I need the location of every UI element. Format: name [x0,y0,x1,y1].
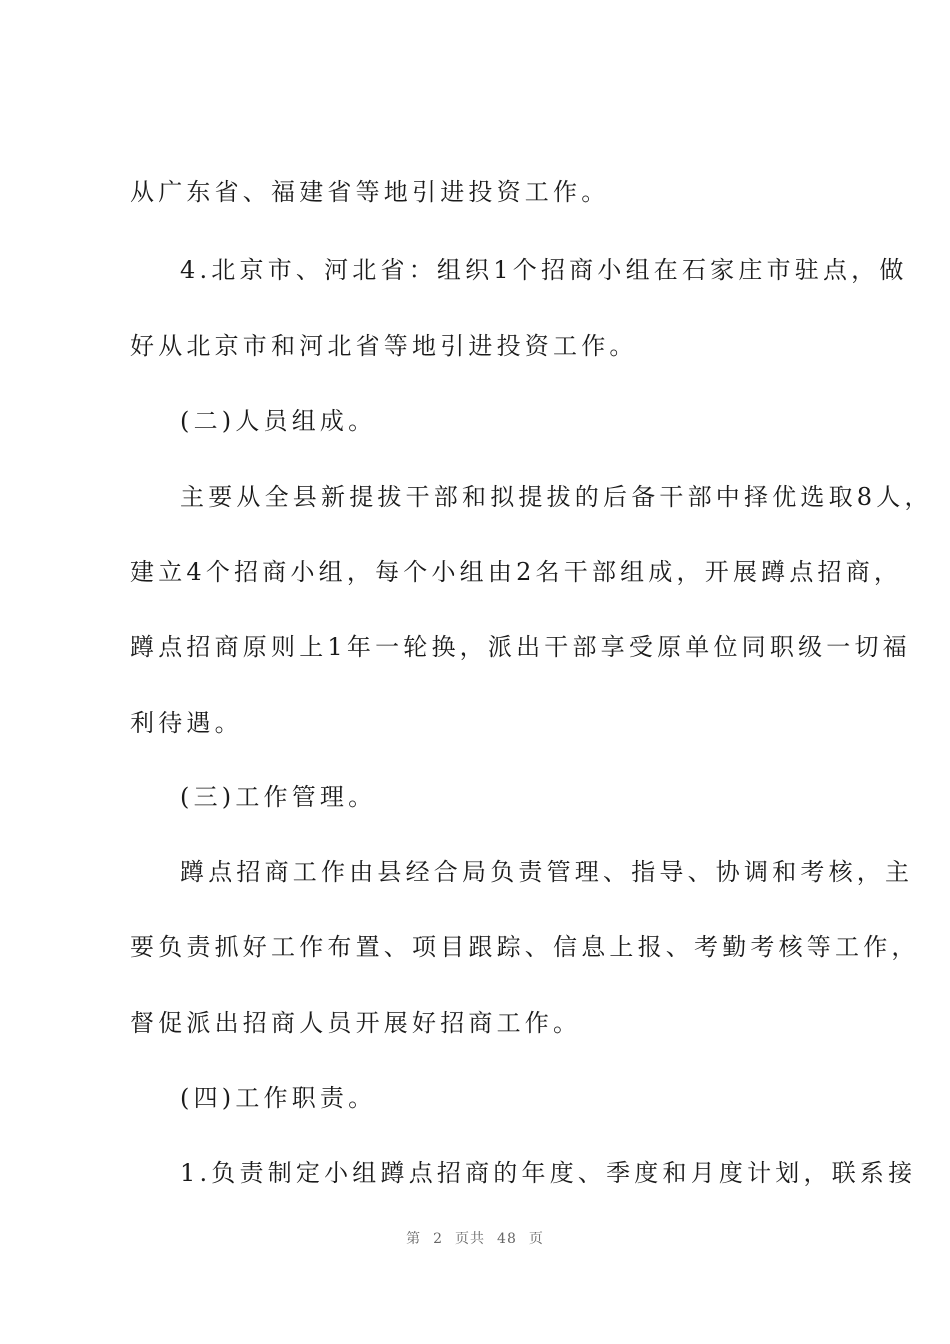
footer-page-number: 2 [433,1231,444,1247]
section-heading: (二)人员组成。 [180,407,377,435]
footer-suffix: 页 [528,1231,544,1247]
text-line: 好从北京市和河北省等地引进投资工作。 [130,332,638,360]
text-line: 4.北京市、河北省：组织1个招商小组在石家庄市驻点，做 [180,256,908,284]
text-line: 从广东省、福建省等地引进投资工作。 [130,178,610,206]
section-heading: (四)工作职责。 [180,1084,377,1112]
footer-middle: 页共 [455,1231,486,1247]
text-line: 督促派出招商人员开展好招商工作。 [130,1009,582,1037]
text-line: 主要从全县新提拔干部和拟提拔的后备干部中择优选取8人， [180,483,933,511]
text-line: 蹲点招商工作由县经合局负责管理、指导、协调和考核，主 [180,858,914,886]
page-footer [0,1228,950,1248]
text-line: 要负责抓好工作布置、项目跟踪、信息上报、考勤考核等工作， [130,933,920,961]
text-line: 利待遇。 [130,709,243,737]
text-line: 建立4个招商小组，每个小组由2名干部组成，开展蹲点招商， [130,558,903,586]
footer-prefix: 第 [406,1231,422,1247]
text-line: 1.负责制定小组蹲点招商的年度、季度和月度计划，联系接 [180,1159,917,1187]
section-heading: (三)工作管理。 [180,783,377,811]
footer-total-pages: 48 [497,1231,517,1247]
text-line: 蹲点招商原则上1年一轮换，派出干部享受原单位同职级一切福 [130,633,911,661]
